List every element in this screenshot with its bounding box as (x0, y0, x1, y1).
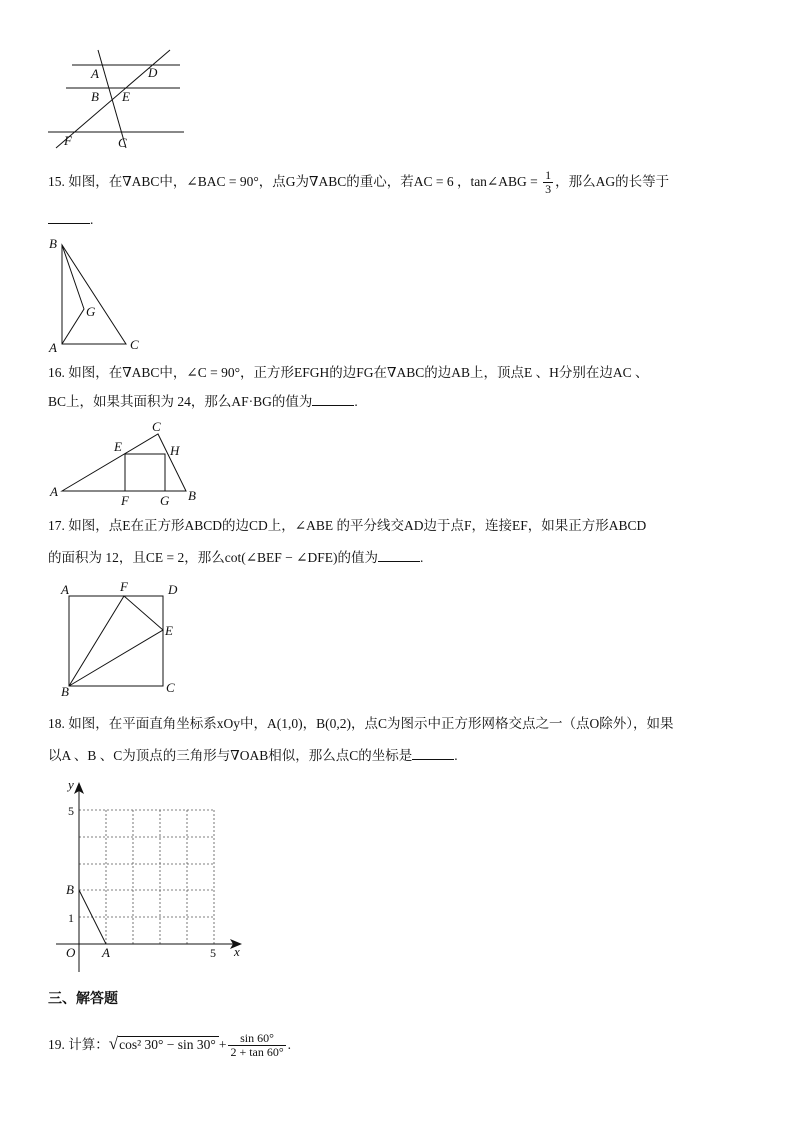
label-E: E (114, 439, 122, 454)
q17-line2: 的面积为 12，且CE = 2，那么cot(∠BEF − ∠DFE)的值为 (48, 550, 378, 565)
q19-fraction (228, 1032, 285, 1059)
q15-tail: ，那么AG的长等于 (555, 174, 670, 189)
label-A: A (102, 945, 110, 960)
label-B: B (66, 882, 74, 897)
label-E: E (122, 89, 130, 104)
q17-line1: 17. 如图，点E在正方形ABCD的边CD上，∠ABE 的平分线交AD边于点F，连接EF，如果正方形ABCD (48, 518, 647, 533)
q18-answer-blank[interactable] (412, 745, 454, 760)
q15-answer-blank[interactable] (48, 209, 90, 224)
label-C: C (118, 135, 127, 150)
question-16-line1 (48, 357, 648, 389)
q15-fraction (543, 169, 553, 196)
q18-line1: 18. 如图，在平面直角坐标系xOy中，A(1,0)，B(0,2)，点C为图示中正方形网格交点之一（点O除外），如果 (48, 716, 674, 731)
q15-text: 15. 如图，在∇ABC中，∠BAC = 90°，点G为∇ABC的重心，若AC = 6 ，tan∠ABG = (48, 174, 542, 189)
label-B: B (91, 89, 99, 104)
label-F: F (121, 493, 129, 508)
q16-answer-blank[interactable] (312, 391, 354, 406)
question-17-line2 (48, 542, 423, 574)
q19-numerator: sin 60° (228, 1032, 285, 1046)
question-18-line1 (48, 708, 674, 740)
label-A: A (61, 582, 69, 597)
figure-q18 (44, 776, 254, 976)
figure-q16 (44, 418, 214, 510)
label-C: C (152, 419, 161, 434)
q16-line2: BC上，如果其面积为 24，那么AF·BG的值为 (48, 394, 313, 409)
label-B: B (188, 488, 196, 503)
question-18-line2 (48, 740, 458, 772)
label-F: F (120, 579, 128, 594)
label-D: D (148, 65, 158, 80)
grid (79, 810, 214, 944)
q19-denominator: 2 + tan 60° (230, 1045, 284, 1060)
label-E: E (165, 623, 173, 638)
q19-end: . (287, 1037, 292, 1052)
label-D: D (168, 582, 178, 597)
figure-q15 (44, 236, 154, 356)
tick-label-y-1: 1 (68, 911, 74, 925)
label-C: C (130, 337, 139, 352)
tick-label-x-5: 5 (210, 946, 216, 960)
q17-answer-blank[interactable] (378, 547, 420, 562)
label-A: A (50, 484, 58, 499)
q19-prefix: 19. 计算： (48, 1037, 109, 1052)
q19-plus: + (218, 1037, 227, 1052)
label-O: O (66, 945, 76, 960)
axis-label-y: y (68, 777, 74, 792)
label-C: C (166, 680, 175, 695)
label-A: A (91, 66, 99, 81)
section-heading: 三、解答题 (48, 991, 118, 1007)
q15-end: . (90, 212, 94, 227)
question-19 (48, 1026, 291, 1063)
q18-line2: 以A 、B 、C为顶点的三角形与∇OAB相似，那么点C的坐标是 (48, 748, 413, 763)
label-B: B (49, 236, 57, 251)
q19-radicand: cos² 30° − sin 30° (118, 1036, 219, 1053)
q17-end: . (419, 550, 424, 565)
label-G: G (86, 304, 96, 319)
triangle-abc (62, 434, 186, 491)
figure-q17 (44, 578, 194, 700)
tick-label-y-5: 5 (68, 804, 74, 818)
sqrt-icon: √ (108, 1034, 119, 1053)
question-15-answer-line (48, 204, 93, 236)
axis-label-x: x (234, 944, 240, 959)
q15-frac-num: 1 (545, 168, 552, 183)
q15-frac-den: 3 (545, 182, 552, 197)
label-G: G (160, 493, 170, 508)
q18-end: . (454, 748, 458, 763)
square-efgh (125, 454, 165, 491)
triangle-bfe (69, 596, 163, 686)
figure-q14 (44, 44, 194, 154)
label-A: A (49, 340, 57, 355)
label-B: B (61, 684, 69, 699)
segments-bg-ga (62, 245, 84, 344)
label-H: H (170, 443, 180, 458)
question-16-line2 (48, 386, 358, 418)
q16-end: . (354, 394, 358, 409)
label-F: F (64, 133, 72, 148)
question-17-line1 (48, 510, 646, 542)
q16-line1: 16. 如图，在∇ABC中，∠C = 90°，正方形EFGH的边FG在∇ABC的边AB上，顶点E 、H分别在边AC 、 (48, 365, 649, 380)
question-15 (48, 166, 669, 198)
